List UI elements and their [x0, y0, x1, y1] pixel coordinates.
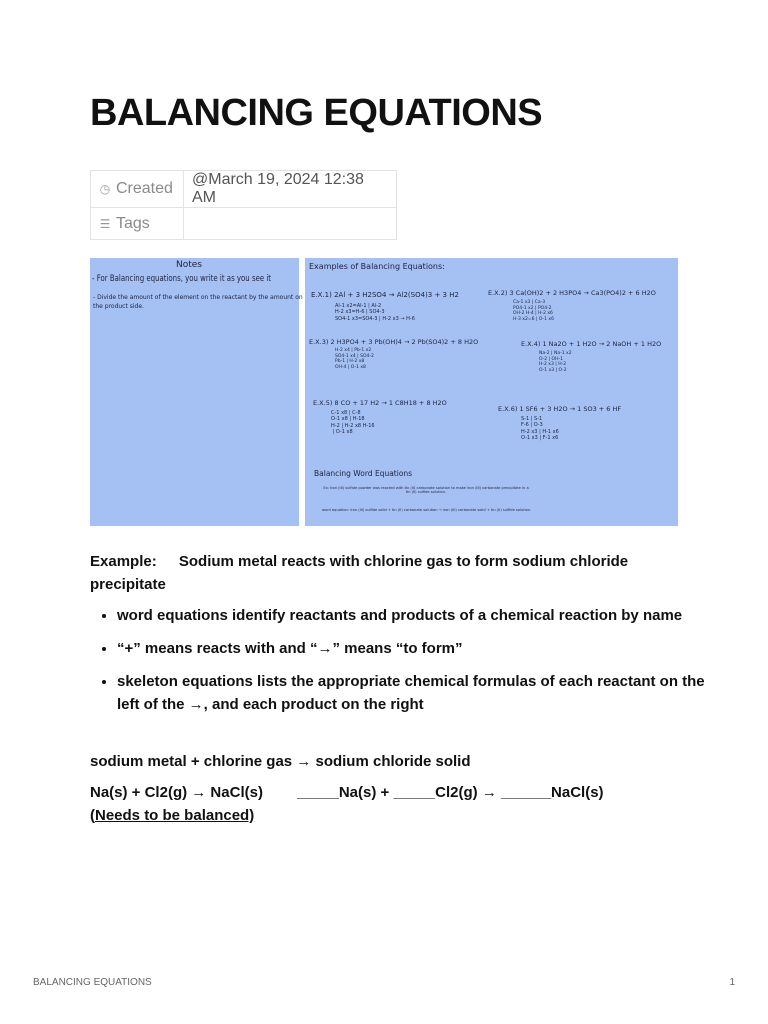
example-work: Al-1 x2=Al-1 | Al-2 H-2 x3=H-6 | SO4-3 SO4-1 x3=SO4-3 | H-2 x3 → H-6	[335, 303, 415, 322]
example-equation: 2 H3PO4 + 3 Pb(OH)4 → 2 Pb(SO4)2 + 8 H2O	[330, 338, 479, 346]
example-label: E.X.1)	[311, 291, 332, 299]
example-label: E.X.4)	[521, 340, 541, 348]
notes-image	[90, 258, 303, 526]
property-key	[91, 208, 184, 240]
example-3	[309, 338, 478, 346]
list-item: • word equations identify reactants and products of a chemical reaction by name	[117, 604, 717, 627]
property-key	[91, 171, 184, 208]
notes-line: the product side.	[93, 303, 144, 310]
property-value[interactable]: @March 19, 2024 12:38 AM	[184, 171, 397, 208]
bullet-list	[90, 604, 717, 726]
page-title: BALANCING EQUATIONS	[90, 92, 543, 134]
example-paragraph	[90, 550, 700, 596]
example-label: E.X.3)	[309, 338, 329, 346]
page-number: 1	[729, 977, 735, 988]
example-equation: 2Al + 3 H2SO4 → Al2(SO4)3 + 3 H2	[334, 291, 459, 299]
example-work: C-1 x8 | C-8 O-1 x8 | H-18 H-2 | H-2 x8 H-16 | O-1 x8	[331, 410, 375, 435]
list-item: • skeleton equations lists the appropriate chemical formulas of each reactant on the left of the →, and each product on the right	[117, 670, 717, 716]
blank-equation: _____Na(s) + _____Cl2(g) → ______NaCl(s)	[297, 784, 604, 801]
formula-equation: Na(s) + Cl2(g) → NaCl(s)	[90, 784, 263, 801]
word-example: Ex: Iron (III) sulfide powder was reacted with tin (II) carbonate solution to make iron (III) carbonate precipitate in a tin (II) sulfide solution.	[323, 486, 529, 495]
example-equation: 3 Ca(OH)2 + 2 H3PO4 → Ca3(PO4)2 + 6 H2O	[509, 289, 656, 297]
example-work: H-2 x4 | Pb-1 x2 SO4-1 x4 | SO4-2 Pb-1 | H-2 x8 OH-4 | O-1 x8	[335, 348, 374, 370]
example-work: Ca-1 x3 | Ca-3 PO4-1 x2 | PO4-2 OH-2 H-4 | H-2 x6 H-3 x2=6 | O-1 x6	[513, 300, 554, 322]
example-6	[498, 405, 621, 413]
formula-line	[90, 781, 700, 804]
property-row-tags	[91, 208, 397, 240]
example-equation: 1 Na2O + 1 H2O → 2 NaOH + 1 H2O	[542, 340, 662, 348]
example-label: E.X.2)	[488, 289, 508, 297]
example-1	[311, 291, 459, 300]
property-label: Created	[116, 180, 173, 197]
example-4	[521, 340, 661, 348]
word-equation: word equation: iron (III) sulfide solid + tin (II) carbonate solution → iron (III) carbonate solid + tin (II) sulfide solution.	[322, 508, 532, 512]
example-label: E.X.6)	[498, 405, 518, 413]
example-label: E.X.5)	[313, 399, 333, 407]
property-label: Tags	[116, 214, 150, 232]
examples-image	[305, 258, 678, 526]
properties-table	[90, 170, 397, 240]
example-work: S-1 | S-1 F-6 | O-3 H-2 x3 | H-1 x6 O-1 x3 | F-1 x6	[521, 416, 559, 441]
note-paren: (	[90, 807, 95, 824]
example-work: Na-2 | Na-1 x2 O-2 | OH-1 H-2 x3 | H-2 O-1 x3 | O-2	[539, 351, 572, 373]
notes-heading: Notes	[176, 260, 202, 270]
example-text: Sodium metal reacts with chlorine gas to form sodium chloride precipitate	[90, 553, 629, 593]
property-value[interactable]	[184, 208, 397, 240]
word-equations-heading: Balancing Word Equations	[314, 469, 413, 478]
list-icon: ☰	[99, 216, 111, 231]
example-2	[488, 289, 656, 297]
balance-note	[90, 804, 700, 827]
note-text: Needs to be balanced)	[95, 807, 255, 824]
word-equation-line: sodium metal + chlorine gas → sodium chloride solid	[90, 753, 471, 770]
property-row-created	[91, 171, 397, 208]
example-equation: 8 CO + 17 H2 → 1 C8H18 + 8 H2O	[334, 399, 447, 407]
clock-icon: ◷	[99, 182, 111, 196]
footer-title: BALANCING EQUATIONS	[33, 977, 152, 988]
examples-heading: Examples of Balancing Equations:	[309, 262, 445, 271]
notes-line: - For Balancing equations, you write it as you see it	[92, 274, 272, 284]
example-equation: 1 SF6 + 3 H2O → 1 SO3 + 6 HF	[519, 405, 622, 413]
notes-line: - Divide the amount of the element on the reactant by the amount on	[93, 294, 303, 301]
list-item: • “+” means reacts with and “→” means “to form”	[117, 637, 717, 660]
example-label: Example:	[90, 553, 157, 570]
example-5	[313, 399, 447, 407]
